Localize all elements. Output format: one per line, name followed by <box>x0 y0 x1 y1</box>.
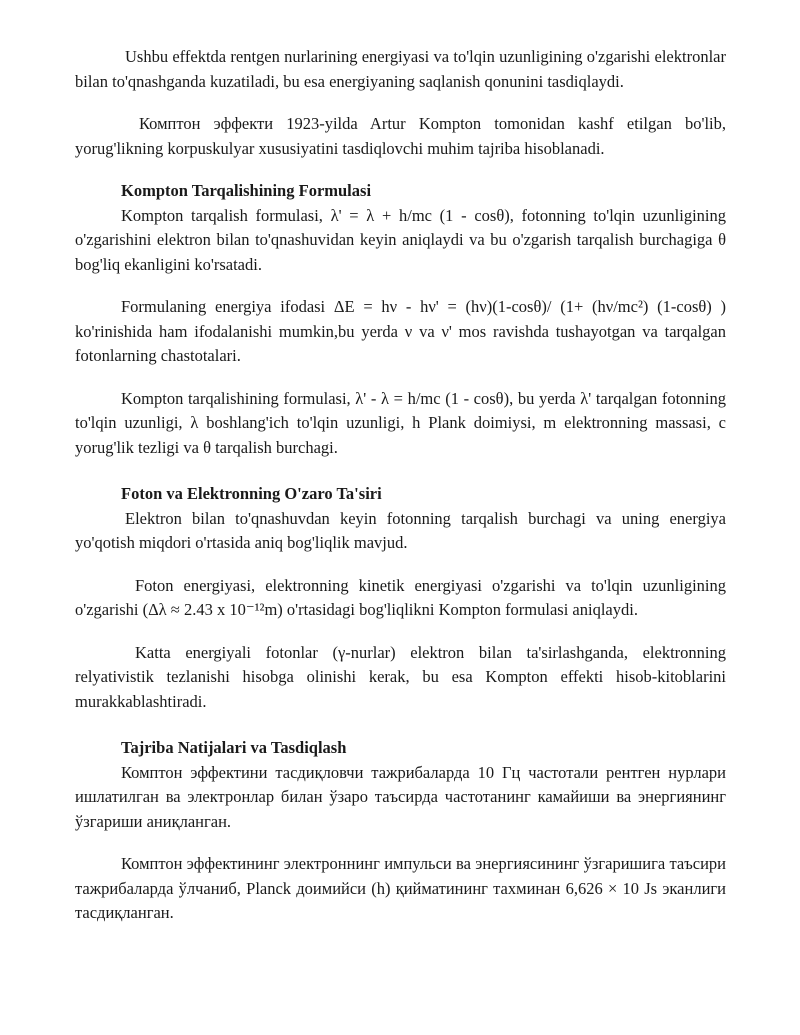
paragraph-experiments: Комптон эффектини тасдиқловчи тажрибаларда 10 Гц частотали рентген нурлари ишлатилган ва электронлар билан ўзаро таъсирда частотанинг камайиши ва энергиянинг ўзгариши аниқланган. <box>75 762 726 831</box>
paragraph-effect-intro: Ushbu effektda rentgen nurlarining energiyasi va to'lqin uzunligining o'zgarishi elektronlar bilan to'qnashganda kuzatiladi, bu esa energiyaning saqlanish qonunini tasdiqlaydi. <box>75 47 726 91</box>
section-heading-formula: Kompton Tarqalishining Formulasi <box>121 181 372 200</box>
paragraph-scattering-angle: Elektron bilan to'qnashuvdan keyin fotonning tarqalish burchagi va uning energiya yo'qotish miqdori o'rtasida aniq bog'liqlik mavjud. <box>75 508 726 552</box>
paragraph-formula-variables: Kompton tarqalishining formulasi, λ' - λ = h/mc (1 - cosθ), bu yerda λ' tarqalgan fotonning to'lqin uzunligi, λ boshlang'ich to'lqin uzunligi, h Plank doimiysi, m elektronning massasi, c yorug'lik tezligi va θ tarqalish burchagi. <box>75 388 726 457</box>
paragraph-planck-constant: Комптон эффектининг электроннинг импульси ва энергиясининг ўзгаришига таъсири тажрибаларда ўлчаниб, Planck доимийси (h) қийматининг тахминан 6,626 × 10 Js эканлиги тасдиқланган. <box>75 854 726 922</box>
paragraph-wavelength-shift: Foton energiyasi, elektronning kinetik energiyasi o'zgarishi va to'lqin uzunligining o'zgarishi (Δλ ≈ 2.43 x 10⁻¹²m) o'rtasidagi bog'liqlikni Kompton formulasi aniqlaydi. <box>75 575 726 619</box>
paragraph-formula-definition: Kompton tarqalish formulasi, λ' = λ + h/mc (1 - cosθ), fotonning to'lqin uzunligining o'zgarishini elektron bilan to'qnashuvidan keyin aniqlaydi va bu o'zgarish tarqalish burchagiga θ bog'liq ekanligini ko'rsatadi. <box>75 205 726 274</box>
paragraph-energy-expression: Formulaning energiya ifodasi ΔE = hν - hν' = (hν)(1-cosθ)/ (1+ (hν/mc²) (1-cosθ) ) ko'rinishida ham ifodalanishi mumkin,bu yerda ν va ν' mos ravishda tushayotgan va tarqalgan fotonlarning chastotalari. <box>75 297 726 365</box>
section-heading-results: Tajriba Natijalari va Tasdiqlash <box>121 738 347 757</box>
section-heading-interaction: Foton va Elektronning O'zaro Ta'siri <box>121 484 382 503</box>
paragraph-compton-discovery: Комптон эффекти 1923-yilda Artur Kompton tomonidan kashf etilgan bo'lib, yorug'likning korpuskulyar xususiyatini tasdiqlovchi muhim tajriba hisoblanadi. <box>75 114 726 158</box>
document-body <box>75 45 726 926</box>
paragraph-gamma-rays: Katta energiyali fotonlar (γ-nurlar) elektron bilan ta'sirlashganda, elektronning relyativistik tezlanishi hisobga olinishi kerak, bu esa Kompton effekti hisob-kitoblarini murakkablashtiradi. <box>75 642 726 711</box>
